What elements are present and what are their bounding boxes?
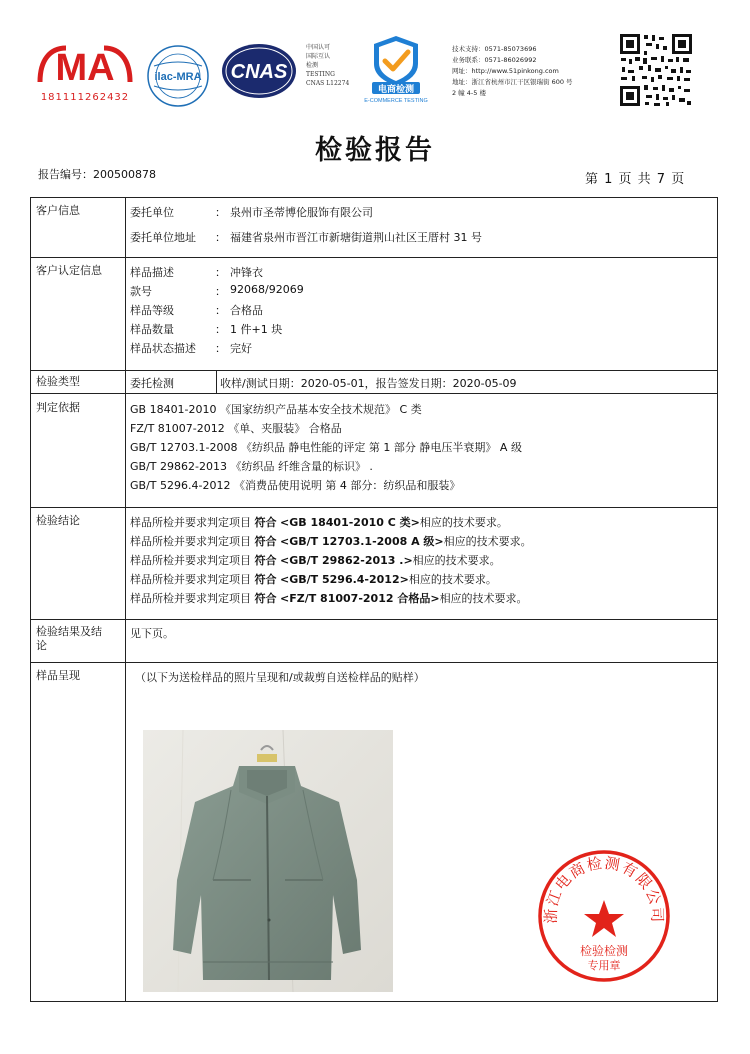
- client-name-key: 委托单位: [130, 206, 174, 219]
- client-info-label: 客户信息: [36, 204, 80, 217]
- conclusion-line: [130, 590, 528, 606]
- grade-sep: ：: [215, 304, 226, 317]
- conclusion-result: 符合: [254, 592, 277, 605]
- conclusion-suffix: 相应的技术要求。: [408, 573, 497, 586]
- conclusion-result: 符合: [254, 554, 277, 567]
- contact-info: [452, 44, 573, 99]
- basis-standard: GB/T 29862-2013 《纺织品 纤维含量的标识》 .: [130, 460, 373, 473]
- conclusion-label: 检验结论: [36, 514, 80, 527]
- conclusion-standard: <GB/T 29862-2013 .>: [280, 554, 413, 567]
- client-address-value: 福建省泉州市晋江市新塘街道荆山社区王厝村 31 号: [230, 231, 482, 244]
- row-divider: [31, 619, 717, 620]
- ecommerce-logo-en: E-COMMERCE TESTING: [364, 98, 428, 104]
- qr-code[interactable]: [618, 32, 694, 108]
- accreditation-line: 中国认可: [306, 44, 331, 51]
- ilac-mra-text: ilac-MRA: [154, 71, 202, 83]
- test-type-label: 检验类型: [36, 375, 80, 388]
- ecommerce-testing-logo: [358, 34, 434, 104]
- client-name-sep: ：: [215, 206, 226, 219]
- accreditation-text: [306, 43, 349, 88]
- conclusion-suffix: 相应的技术要求。: [412, 554, 501, 567]
- grade-key: 样品等级: [130, 304, 174, 317]
- conclusion-suffix: 相应的技术要求。: [419, 516, 508, 529]
- accreditation-line: CNAS L12274: [306, 80, 350, 87]
- row-divider: [31, 393, 717, 394]
- type-divider: [216, 370, 217, 393]
- column-divider: [125, 198, 126, 1001]
- contact-address: 地址：浙江省杭州市江干区银瑞街 600 号: [452, 78, 573, 86]
- basis-standard: GB/T 5296.4-2012 《消费品使用说明 第 4 部分：纺织品和服装》: [130, 479, 461, 492]
- conclusion-line: [130, 533, 532, 549]
- client-address-key: 委托单位地址: [130, 231, 196, 244]
- accreditation-line: 检测: [306, 62, 319, 69]
- sample-presentation-note: （以下为送检样品的照片呈现和/或裁剪自送检样品的贴样）: [135, 671, 425, 684]
- sample-desc-value: 冲锋衣: [230, 266, 263, 279]
- contact-phone-tech: 技术支持：0571-85073696: [452, 45, 537, 53]
- conclusion-prefix: 样品所检并要求判定项目: [130, 554, 251, 567]
- conclusion-standard: <GB 18401-2010 C 类>: [280, 516, 420, 529]
- results-value: 见下页。: [130, 627, 174, 640]
- conclusion-line: [130, 514, 508, 530]
- ilac-mra-logo: [146, 44, 210, 108]
- test-dates: 收样/测试日期：2020-05-01，报告签发日期：2020-05-09: [220, 377, 517, 390]
- row-divider: [31, 370, 717, 371]
- sample-desc-sep: ：: [215, 266, 226, 279]
- quantity-value: 1 件+1 块: [230, 323, 283, 336]
- results-label: [36, 625, 102, 653]
- test-type-key: 委托检测: [130, 377, 174, 390]
- style-no-key: 款号: [130, 285, 152, 298]
- conclusion-result: 符合: [254, 516, 277, 529]
- sample-info-label: 客户认定信息: [36, 264, 102, 277]
- cnas-logo: [220, 42, 298, 100]
- condition-key: 样品状态描述: [130, 342, 196, 355]
- report-number: 报告编号：200500878: [38, 168, 156, 181]
- condition-value: 完好: [230, 342, 252, 355]
- conclusion-standard: <GB/T 12703.1-2008 A 级>: [280, 535, 444, 548]
- cma-logo-letters: MA: [55, 47, 115, 89]
- accreditation-line: 国际互认: [306, 53, 331, 60]
- results-label-line: 论: [36, 639, 47, 652]
- style-no-sep: ：: [215, 285, 226, 298]
- basis-standard: FZ/T 81007-2012 《单、夹服装》 合格品: [130, 422, 342, 435]
- conclusion-suffix: 相应的技术要求。: [439, 592, 528, 605]
- conclusion-prefix: 样品所检并要求判定项目: [130, 535, 251, 548]
- report-title: 检验报告: [315, 135, 435, 166]
- contact-website[interactable]: 网址：http://www.51pinkong.com: [452, 67, 559, 75]
- ecommerce-logo-cn: 电商检测: [377, 85, 415, 95]
- quantity-key: 样品数量: [130, 323, 174, 336]
- contact-address-line2: 2 幢 4-5 楼: [452, 89, 486, 97]
- contact-phone-business: 业务联系：0571-86026992: [452, 56, 537, 64]
- sample-presentation-label: 样品呈现: [36, 669, 80, 682]
- conclusion-prefix: 样品所检并要求判定项目: [130, 573, 251, 586]
- cnas-text: CNAS: [230, 61, 288, 83]
- accreditation-line: TESTING: [306, 71, 335, 78]
- conclusion-prefix: 样品所检并要求判定项目: [130, 592, 251, 605]
- basis-standard: GB/T 12703.1-2008 《纺织品 静电性能的评定 第 1 部分 静电压半衰期》 A 级: [130, 441, 522, 454]
- seal-star-icon: [584, 900, 624, 937]
- row-divider: [31, 257, 717, 258]
- conclusion-result: 符合: [254, 535, 277, 548]
- company-seal: [536, 848, 672, 984]
- seal-company-name: 浙江电商检测有限公司: [541, 853, 667, 924]
- conclusion-suffix: 相应的技术要求。: [443, 535, 532, 548]
- row-divider: [31, 662, 717, 663]
- row-divider: [31, 507, 717, 508]
- seal-subtitle-2: 专用章: [587, 959, 621, 972]
- conclusion-standard: <GB/T 5296.4-2012>: [280, 573, 409, 586]
- condition-sep: ：: [215, 342, 226, 355]
- seal-subtitle: 检验检测: [579, 944, 629, 958]
- basis-label: 判定依据: [36, 401, 80, 414]
- conclusion-line: [130, 571, 497, 587]
- page-indicator: 第 1 页 共 7 页: [585, 172, 686, 187]
- conclusion-line: [130, 552, 501, 568]
- sample-desc-key: 样品描述: [130, 266, 174, 279]
- cma-logo: [36, 40, 134, 104]
- client-address-sep: ：: [215, 231, 226, 244]
- basis-standard: GB 18401-2010 《国家纺织产品基本安全技术规范》 C 类: [130, 403, 422, 416]
- conclusion-prefix: 样品所检并要求判定项目: [130, 516, 251, 529]
- conclusion-result: 符合: [254, 573, 277, 586]
- results-label-line: 检验结果及结: [36, 625, 102, 638]
- cma-code: 181111262432: [40, 92, 130, 103]
- conclusion-standard: <FZ/T 81007-2012 合格品>: [280, 592, 440, 605]
- quantity-sep: ：: [215, 323, 226, 336]
- style-no-value: 92068/92069: [230, 283, 304, 296]
- client-name-value: 泉州市圣蒂博伦服饰有限公司: [230, 206, 373, 219]
- sample-jacket-photo: [143, 730, 393, 992]
- grade-value: 合格品: [230, 304, 263, 317]
